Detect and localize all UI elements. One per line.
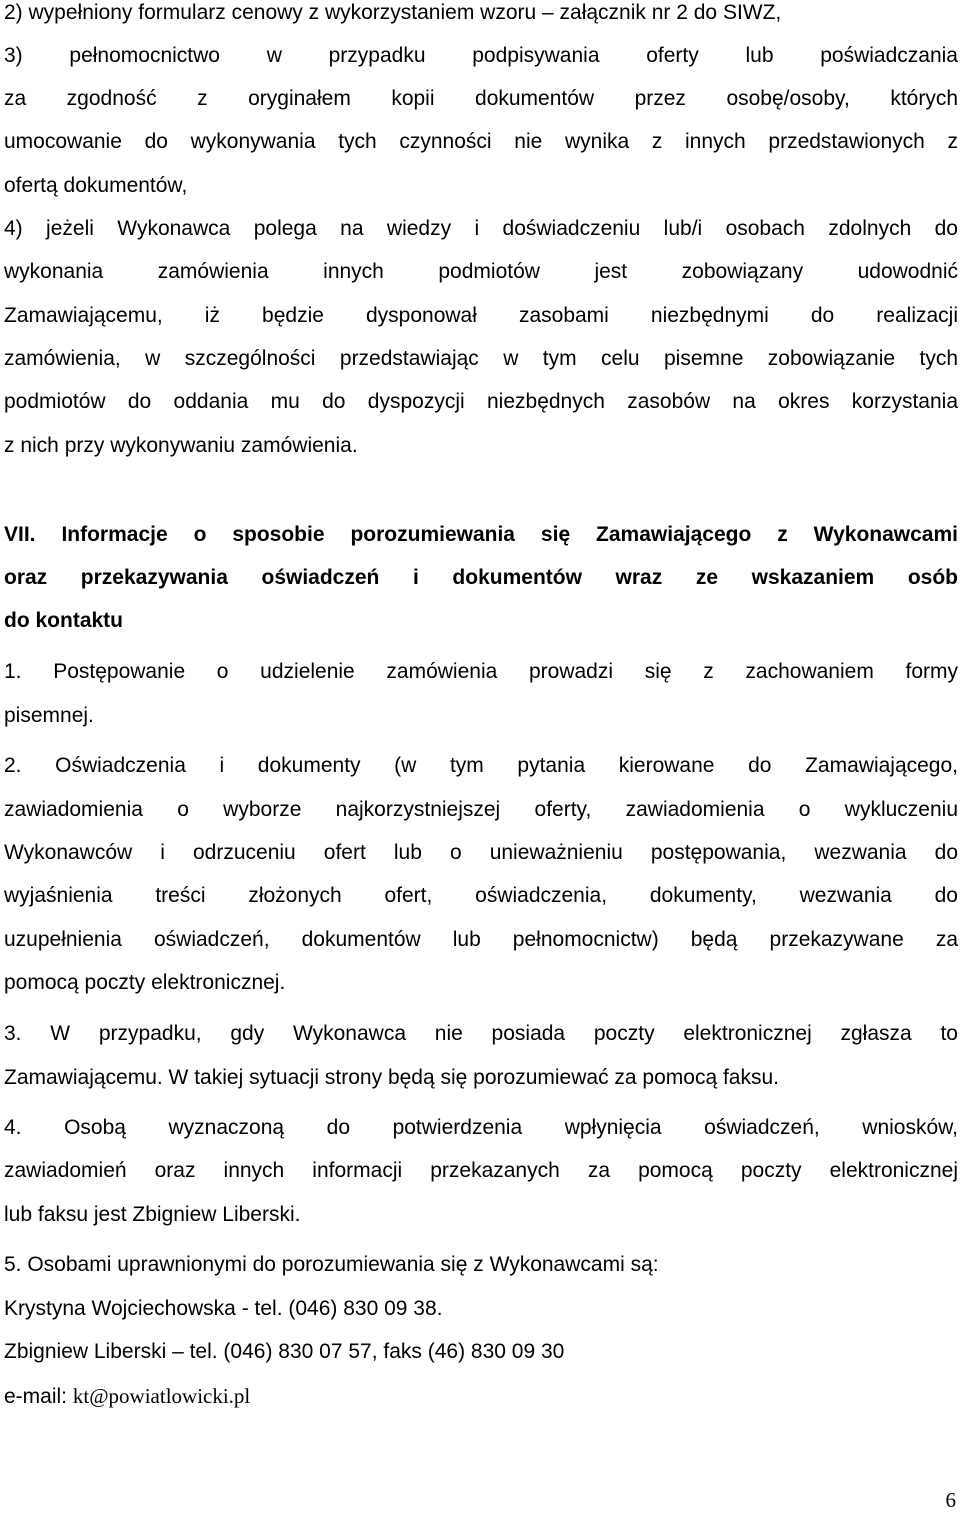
paragraph-1-line-1: 1. Postępowanie o udzielenie zamówienia prowadzi się z zachowaniem formy xyxy=(4,660,958,683)
list-item-3-line-3: umocowanie do wykonywania tych czynności nie wynika z innych przedstawionych z xyxy=(4,130,958,153)
list-item-4-line-6: z nich przy wykonywaniu zamówienia. xyxy=(4,434,358,457)
email-label: e-mail: xyxy=(4,1385,68,1408)
email-link[interactable]: kt@powiatlowicki.pl xyxy=(72,1384,251,1408)
paragraph-2-line-1: 2. Oświadczenia i dokumenty (w tym pytania kierowane do Zamawiającego, xyxy=(4,754,958,777)
paragraph-2-line-2: zawiadomienia o wyborze najkorzystniejszej oferty, zawiadomienia o wykluczeniu xyxy=(4,798,958,821)
list-item-3-line-2: za zgodność z oryginałem kopii dokumentów przez osobę/osoby, których xyxy=(4,87,958,110)
list-item-4-line-1: 4) jeżeli Wykonawca polega na wiedzy i doświadczeniu lub/i osobach zdolnych do xyxy=(4,217,958,240)
paragraph-3-line-1: 3. W przypadku, gdy Wykonawca nie posiada poczty elektronicznej zgłasza to xyxy=(4,1022,958,1045)
paragraph-5-line-1: 5. Osobami uprawnionymi do porozumiewania się z Wykonawcami są: xyxy=(4,1253,659,1276)
section-heading-line-1: VII. Informacje o sposobie porozumiewania się Zamawiającego z Wykonawcami xyxy=(4,523,958,546)
list-item-4-line-2: wykonania zamówienia innych podmiotów jest zobowiązany udowodnić xyxy=(4,260,958,283)
paragraph-3-line-2: Zamawiającemu. W takiej sytuacji strony będą się porozumiewać za pomocą faksu. xyxy=(4,1066,779,1089)
paragraph-2-line-3: Wykonawców i odrzuceniu ofert lub o unieważnieniu postępowania, wezwania do xyxy=(4,841,958,864)
contact-person-2: Zbigniew Liberski – tel. (046) 830 07 57, faks (46) 830 09 30 xyxy=(4,1340,565,1363)
paragraph-2-line-4: wyjaśnienia treści złożonych ofert, oświadczenia, dokumenty, wezwania do xyxy=(4,884,958,907)
email-line xyxy=(4,1382,958,1411)
section-heading-line-3: do kontaktu xyxy=(4,609,123,632)
contact-person-1: Krystyna Wojciechowska - tel. (046) 830 09 38. xyxy=(4,1297,443,1320)
paragraph-4-line-2: zawiadomień oraz innych informacji przekazanych za pomocą poczty elektronicznej xyxy=(4,1159,958,1182)
paragraph-1-line-2: pisemnej. xyxy=(4,704,94,727)
list-item-4-line-4: zamówienia, w szczególności przedstawiając w tym celu pisemne zobowiązanie tych xyxy=(4,347,958,370)
list-item-4-line-3: Zamawiającemu, iż będzie dysponował zasobami niezbędnymi do realizacji xyxy=(4,304,958,327)
list-item-2: 2) wypełniony formularz cenowy z wykorzystaniem wzoru – załącznik nr 2 do SIWZ, xyxy=(4,1,782,24)
section-heading-line-2: oraz przekazywania oświadczeń i dokumentów wraz ze wskazaniem osób xyxy=(4,566,958,589)
list-item-4-line-5: podmiotów do oddania mu do dyspozycji niezbędnych zasobów na okres korzystania xyxy=(4,390,958,413)
list-item-3-line-1: 3) pełnomocnictwo w przypadku podpisywania oferty lub poświadczania xyxy=(4,44,958,67)
page-number: 6 xyxy=(945,1488,956,1512)
paragraph-4-line-1: 4. Osobą wyznaczoną do potwierdzenia wpłynięcia oświadczeń, wniosków, xyxy=(4,1116,958,1139)
paragraph-2-line-5: uzupełnienia oświadczeń, dokumentów lub pełnomocnictw) będą przekazywane za xyxy=(4,928,958,951)
list-item-3-line-4: ofertą dokumentów, xyxy=(4,174,188,197)
paragraph-4-line-3: lub faksu jest Zbigniew Liberski. xyxy=(4,1203,301,1226)
paragraph-2-line-6: pomocą poczty elektronicznej. xyxy=(4,971,286,994)
